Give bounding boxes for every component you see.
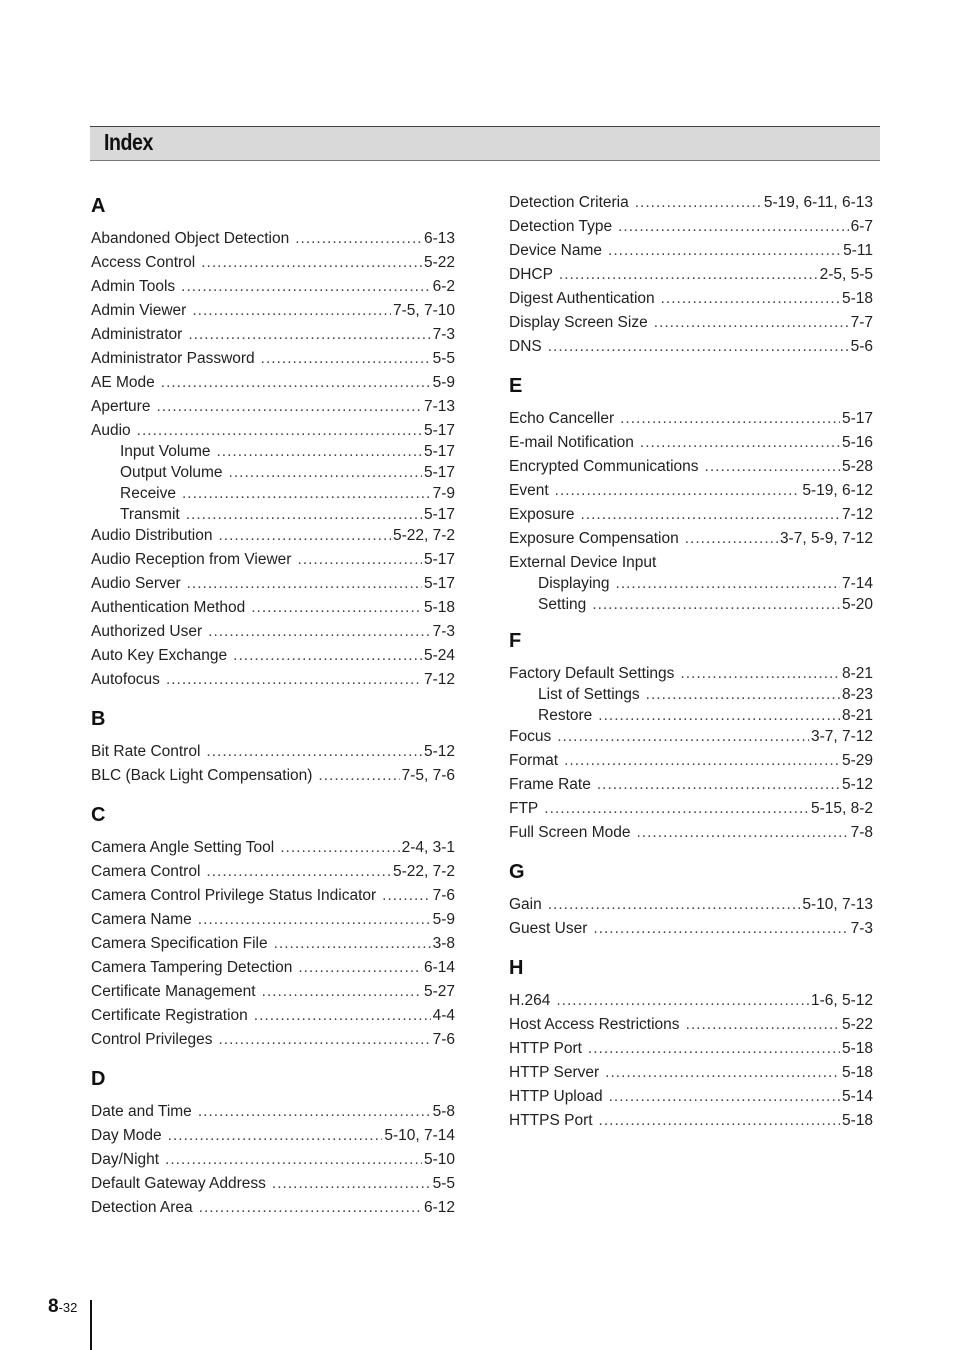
index-term: Factory Default Settings: [509, 665, 675, 682]
dot-leader: [156, 397, 422, 417]
index-entry: [91, 958, 455, 978]
index-entry: [91, 598, 455, 618]
dot-leader: [620, 409, 840, 429]
index-term: Control Privileges: [91, 1031, 213, 1048]
index-term: HTTP Server: [509, 1064, 600, 1081]
index-term: Access Control: [91, 254, 196, 271]
index-term: Focus: [509, 728, 552, 745]
dot-leader: [262, 982, 422, 1002]
dot-leader: [608, 241, 841, 261]
dot-leader: [208, 622, 430, 642]
index-term: H.264: [509, 992, 551, 1009]
index-entry: [91, 670, 455, 690]
index-term: Administrator Password: [91, 350, 255, 367]
index-page-ref: 5-12: [841, 776, 873, 793]
index-page-ref: 5-17: [423, 443, 455, 460]
index-term: Audio Server: [91, 575, 181, 592]
index-entry: [509, 1015, 873, 1035]
index-page-ref: 5-6: [850, 338, 873, 355]
index-entry: [509, 553, 873, 573]
index-page-ref: 5-17: [423, 422, 455, 439]
index-entry: [509, 991, 873, 1011]
index-entry: [509, 751, 873, 771]
index-page-ref: 5-22, 7-2: [392, 527, 455, 544]
dot-leader: [261, 349, 431, 369]
dot-leader: [654, 313, 849, 333]
index-term: Certificate Management: [91, 983, 256, 1000]
dot-leader: [272, 1174, 431, 1194]
dot-leader: [254, 1006, 431, 1026]
index-term: Authentication Method: [91, 599, 246, 616]
index-page-ref: 5-18: [841, 1064, 873, 1081]
index-entry: [91, 622, 455, 642]
dot-leader: [605, 1063, 840, 1083]
index-entry: [91, 550, 455, 570]
index-term: External Device Input: [509, 554, 657, 571]
index-entry: [91, 229, 455, 249]
index-page-ref: 1-6, 5-12: [810, 992, 873, 1009]
index-term: Audio Distribution: [91, 527, 213, 544]
index-entry: [91, 910, 455, 930]
dot-leader: [705, 457, 840, 477]
index-page-ref: 2-5, 5-5: [819, 266, 873, 283]
index-term: Certificate Registration: [91, 1007, 248, 1024]
index-subentry: [538, 595, 873, 615]
index-term: BLC (Back Light Compensation): [91, 767, 313, 784]
dot-leader: [187, 574, 422, 594]
index-term: Encrypted Communications: [509, 458, 699, 475]
dot-leader: [168, 1126, 383, 1146]
dot-leader: [192, 301, 391, 321]
index-page-ref: 7-8: [850, 824, 873, 841]
index-page-ref: 6-13: [423, 230, 455, 247]
section-letter-g: G: [509, 861, 525, 883]
index-entry: [509, 1111, 873, 1131]
dot-leader: [686, 1015, 840, 1035]
index-term: Setting: [538, 596, 587, 613]
index-entry: [509, 1039, 873, 1059]
dot-leader: [548, 895, 801, 915]
dot-leader: [599, 1111, 840, 1131]
index-entry: [91, 526, 455, 546]
index-term: Digest Authentication: [509, 290, 655, 307]
index-page-ref: 5-10: [423, 1151, 455, 1168]
index-entry: [509, 505, 873, 525]
index-term: FTP: [509, 800, 539, 817]
index-page-ref: 7-3: [850, 920, 873, 937]
index-page-ref: 7-12: [841, 506, 873, 523]
index-term: Host Access Restrictions: [509, 1016, 680, 1033]
index-page-ref: 5-18: [423, 599, 455, 616]
index-term: Auto Key Exchange: [91, 647, 228, 664]
index-entry: [91, 1174, 455, 1194]
index-page-ref: 7-3: [432, 623, 455, 640]
index-entry: [91, 1006, 455, 1026]
index-entry: [91, 886, 455, 906]
index-subentry: [120, 442, 455, 462]
index-term: Event: [509, 482, 549, 499]
dot-leader: [318, 766, 399, 786]
index-term: E-mail Notification: [509, 434, 634, 451]
index-term: Day Mode: [91, 1127, 162, 1144]
index-term: Autofocus: [91, 671, 160, 688]
page-number-rule: [90, 1300, 92, 1350]
dot-leader: [137, 421, 422, 441]
index-page-ref: 5-9: [432, 374, 455, 391]
dot-leader: [298, 958, 422, 978]
dot-leader: [588, 1039, 840, 1059]
dot-leader: [280, 838, 399, 858]
index-term: Abandoned Object Detection: [91, 230, 290, 247]
index-page-ref: 5-17: [841, 410, 873, 427]
index-page-ref: 5-17: [423, 551, 455, 568]
dot-leader: [618, 217, 848, 237]
index-entry: [91, 574, 455, 594]
index-term: Authorized User: [91, 623, 203, 640]
dot-leader: [548, 337, 849, 357]
index-entry: [509, 433, 873, 453]
index-entry: [509, 481, 873, 501]
index-entry: [91, 253, 455, 273]
index-page-ref: 4-4: [432, 1007, 455, 1024]
index-entry: [509, 1087, 873, 1107]
index-page-ref: 7-13: [423, 398, 455, 415]
index-page-ref: 5-12: [423, 743, 455, 760]
index-page-ref: 5-24: [423, 647, 455, 664]
index-term: List of Settings: [538, 686, 640, 703]
index-page-ref: 7-7: [850, 314, 873, 331]
index-entry: [509, 529, 873, 549]
dot-leader: [188, 325, 430, 345]
index-term: Detection Type: [509, 218, 613, 235]
index-entry: [509, 823, 873, 843]
dot-leader: [382, 886, 430, 906]
index-page-ref: 6-2: [432, 278, 455, 295]
index-page-ref: 5-28: [841, 458, 873, 475]
index-entry: [509, 265, 873, 285]
index-term: Full Screen Mode: [509, 824, 631, 841]
index-page-ref: 7-5, 7-10: [392, 302, 455, 319]
index-page-ref: 5-29: [841, 752, 873, 769]
index-subentry: [538, 706, 873, 726]
index-term: Aperture: [91, 398, 151, 415]
index-entry: [91, 421, 455, 441]
index-page-ref: 7-12: [423, 671, 455, 688]
dot-leader: [559, 265, 818, 285]
section-letter-f: F: [509, 630, 522, 652]
index-term: Frame Rate: [509, 776, 591, 793]
index-term: Detection Criteria: [509, 194, 629, 211]
index-subentry: [120, 484, 455, 504]
page-number: [48, 1296, 77, 1318]
index-entry: [509, 193, 873, 213]
index-entry: [91, 1102, 455, 1122]
index-term: Input Volume: [120, 443, 211, 460]
index-entry: [91, 1126, 455, 1146]
page-suffix: -32: [58, 1300, 78, 1315]
index-entry: [509, 775, 873, 795]
index-page-ref: 7-9: [432, 485, 455, 502]
index-entry: [509, 241, 873, 261]
dot-leader: [685, 529, 778, 549]
section-letter-b: B: [91, 708, 106, 730]
dot-leader: [229, 463, 422, 483]
dot-leader: [233, 646, 422, 666]
index-term: Camera Control Privilege Status Indicator: [91, 887, 377, 904]
dot-leader: [199, 1198, 422, 1218]
index-page-ref: 7-14: [841, 575, 873, 592]
index-term: HTTP Upload: [509, 1088, 603, 1105]
dot-leader: [616, 574, 840, 594]
section-letter-d: D: [91, 1068, 106, 1090]
index-entry: [509, 457, 873, 477]
dot-leader: [206, 862, 391, 882]
index-page-ref: 7-6: [432, 1031, 455, 1048]
index-page-ref: 5-10, 7-14: [384, 1127, 455, 1144]
dot-leader: [661, 289, 840, 309]
index-title-bar: [90, 126, 880, 161]
index-page-ref: 7-5, 7-6: [401, 767, 455, 784]
index-term: Detection Area: [91, 1199, 193, 1216]
index-term: Date and Time: [91, 1103, 192, 1120]
index-page-ref: 5-18: [841, 1112, 873, 1129]
index-term: Camera Angle Setting Tool: [91, 839, 275, 856]
index-entry: [91, 934, 455, 954]
dot-leader: [182, 484, 431, 504]
dot-leader: [592, 595, 840, 615]
index-term: DNS: [509, 338, 542, 355]
index-page-ref: 5-27: [423, 983, 455, 1000]
dot-leader: [166, 670, 422, 690]
index-term: Camera Tampering Detection: [91, 959, 293, 976]
index-page-ref: 3-7, 5-9, 7-12: [779, 530, 873, 547]
index-term: Guest User: [509, 920, 588, 937]
dot-leader: [206, 742, 422, 762]
index-entry: [91, 1198, 455, 1218]
index-term: Bit Rate Control: [91, 743, 201, 760]
dot-leader: [218, 526, 390, 546]
index-page-ref: 5-18: [841, 290, 873, 307]
dot-leader: [564, 751, 840, 771]
index-page-ref: 5-14: [841, 1088, 873, 1105]
dot-leader: [598, 706, 840, 726]
dot-leader: [295, 229, 422, 249]
index-term: Displaying: [538, 575, 610, 592]
index-page-ref: 5-9: [432, 911, 455, 928]
index-term: Camera Name: [91, 911, 192, 928]
dot-leader: [165, 1150, 422, 1170]
index-term: HTTP Port: [509, 1040, 582, 1057]
index-page-ref: 7-6: [432, 887, 455, 904]
chapter-number: 8: [48, 1296, 59, 1317]
index-entry: [91, 1030, 455, 1050]
dot-leader: [555, 481, 801, 501]
index-page-ref: 5-5: [432, 1175, 455, 1192]
index-page-ref: 5-17: [423, 464, 455, 481]
index-page-ref: 3-7, 7-12: [810, 728, 873, 745]
dot-leader: [251, 598, 422, 618]
index-term: Receive: [120, 485, 176, 502]
index-page-ref: 5-22: [423, 254, 455, 271]
dot-leader: [556, 991, 809, 1011]
dot-leader: [161, 373, 431, 393]
index-term: Camera Specification File: [91, 935, 268, 952]
dot-leader: [201, 253, 422, 273]
index-entry: [91, 349, 455, 369]
index-term: Camera Control: [91, 863, 201, 880]
index-page-ref: 2-4, 3-1: [401, 839, 455, 856]
index-entry: [509, 289, 873, 309]
index-page-ref: 5-10, 7-13: [802, 896, 873, 913]
dot-leader: [557, 727, 809, 747]
index-page-ref: 5-8: [432, 1103, 455, 1120]
index-page-ref: 5-22, 7-2: [392, 863, 455, 880]
index-term: Output Volume: [120, 464, 223, 481]
index-page-ref: 5-15, 8-2: [810, 800, 873, 817]
dot-leader: [198, 910, 431, 930]
index-term: Exposure Compensation: [509, 530, 679, 547]
index-entry: [509, 217, 873, 237]
index-term: Format: [509, 752, 559, 769]
index-entry: [509, 313, 873, 333]
index-term: Admin Viewer: [91, 302, 187, 319]
index-entry: [91, 742, 455, 762]
index-term: Audio: [91, 422, 131, 439]
index-entry: [509, 919, 873, 939]
dot-leader: [198, 1102, 431, 1122]
index-page-ref: 5-17: [423, 575, 455, 592]
index-entry: [509, 409, 873, 429]
section-letter-e: E: [509, 375, 523, 397]
index-entry: [509, 337, 873, 357]
index-entry: [509, 895, 873, 915]
index-page-ref: 6-12: [423, 1199, 455, 1216]
index-page-ref: 7-3: [432, 326, 455, 343]
index-entry: [91, 766, 455, 786]
dot-leader: [635, 193, 762, 213]
index-entry: [91, 1150, 455, 1170]
index-page-ref: 5-20: [841, 596, 873, 613]
dot-leader: [640, 433, 840, 453]
dot-leader: [609, 1087, 840, 1107]
dot-leader: [181, 277, 430, 297]
index-entry: [91, 646, 455, 666]
index-subentry: [538, 685, 873, 705]
index-term: Default Gateway Address: [91, 1175, 266, 1192]
index-entry: [91, 862, 455, 882]
dot-leader: [216, 442, 421, 462]
dot-leader: [646, 685, 840, 705]
dot-leader: [593, 919, 848, 939]
index-term: Day/Night: [91, 1151, 160, 1168]
index-term: HTTPS Port: [509, 1112, 593, 1129]
index-page-ref: 5-19, 6-11, 6-13: [763, 194, 873, 211]
index-page-ref: 5-5: [432, 350, 455, 367]
dot-leader: [218, 1030, 430, 1050]
dot-leader: [680, 664, 840, 684]
dot-leader: [544, 799, 809, 819]
index-page-ref: 5-22: [841, 1016, 873, 1033]
dot-leader: [297, 550, 422, 570]
index-entry: [509, 664, 873, 684]
index-term: Display Screen Size: [509, 314, 648, 331]
index-term: Admin Tools: [91, 278, 176, 295]
section-letter-a: A: [91, 195, 106, 217]
index-page-ref: 8-23: [841, 686, 873, 703]
index-page-ref: 5-18: [841, 1040, 873, 1057]
section-letter-c: C: [91, 804, 106, 826]
page-title: Index: [104, 129, 153, 155]
index-entry: [91, 838, 455, 858]
index-entry: [91, 982, 455, 1002]
index-page-ref: 5-11: [843, 242, 873, 259]
index-term: DHCP: [509, 266, 553, 283]
index-subentry: [120, 463, 455, 483]
index-term: Echo Canceller: [509, 410, 615, 427]
dot-leader: [186, 505, 422, 525]
index-page-ref: 5-19, 6-12: [802, 482, 873, 499]
index-term: Device Name: [509, 242, 603, 259]
index-entry: [91, 373, 455, 393]
index-page-ref: 8-21: [841, 665, 873, 682]
index-entry: [91, 301, 455, 321]
index-page-ref: 5-17: [423, 506, 455, 523]
index-entry: [509, 1063, 873, 1083]
index-term: AE Mode: [91, 374, 155, 391]
index-term: Exposure: [509, 506, 575, 523]
index-page-ref: 5-16: [841, 434, 873, 451]
index-page-ref: 8-21: [841, 707, 873, 724]
dot-leader: [274, 934, 431, 954]
index-page-ref: 3-8: [432, 935, 455, 952]
dot-leader: [580, 505, 839, 525]
index-term: Gain: [509, 896, 542, 913]
index-entry: [509, 799, 873, 819]
section-letter-h: H: [509, 957, 524, 979]
index-term: Administrator: [91, 326, 183, 343]
index-subentry: [538, 574, 873, 594]
dot-leader: [636, 823, 848, 843]
index-term: Transmit: [120, 506, 180, 523]
index-page-ref: 6-14: [423, 959, 455, 976]
dot-leader: [597, 775, 840, 795]
index-entry: [91, 277, 455, 297]
index-entry: [91, 397, 455, 417]
index-page-ref: 6-7: [850, 218, 873, 235]
index-term: Restore: [538, 707, 593, 724]
index-entry: [91, 325, 455, 345]
index-entry: [509, 727, 873, 747]
index-term: Audio Reception from Viewer: [91, 551, 292, 568]
index-subentry: [120, 505, 455, 525]
